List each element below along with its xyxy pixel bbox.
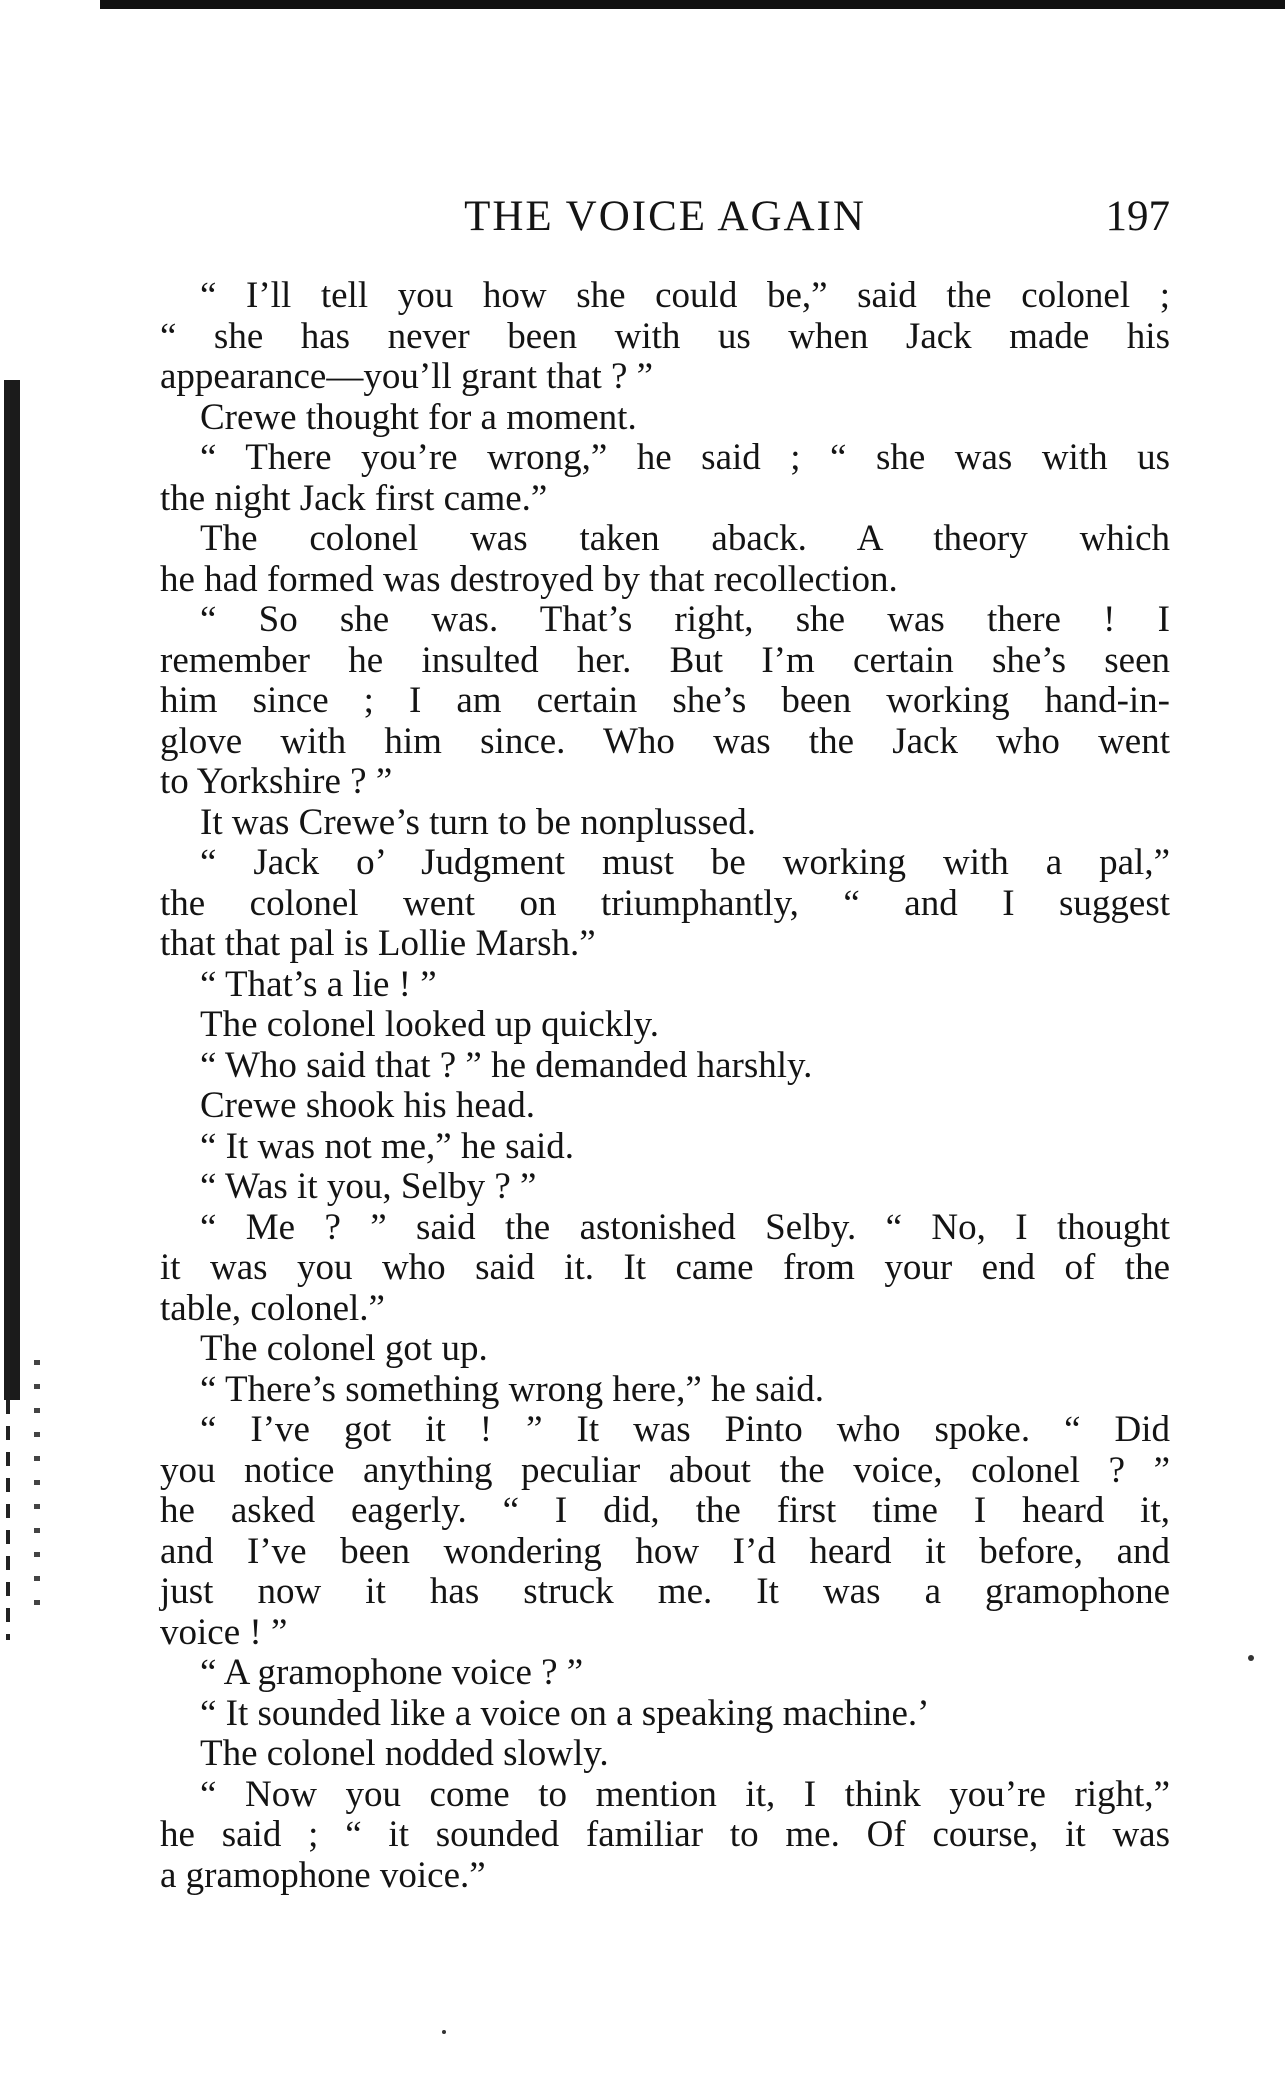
text-line: The colonel looked up quickly. [200, 1004, 659, 1045]
text-line: “ Me ? ” said the astonished Selby. “ No, I thought [200, 1206, 1170, 1248]
binding-shadow-bar [4, 380, 20, 1400]
text-line: “ There you’re wrong,” he said ; “ she was with us [200, 437, 1170, 478]
text-line: It was Crewe’s turn to be nonplussed. [200, 801, 756, 843]
text-line: “ Was it you, Selby ? ” [200, 1166, 537, 1207]
running-head [160, 192, 1170, 248]
text-line: “ Now you come to mention it, I think you’re right,” [200, 1773, 1170, 1815]
text-line: The colonel nodded slowly. [200, 1733, 609, 1774]
text-line: “ Who said that ? ” he demanded harshly. [200, 1044, 813, 1086]
text-line: remember he insulted her. But I’m certain she’s seen [160, 639, 1170, 681]
running-title: THE VOICE AGAIN [464, 193, 866, 240]
text-line: the night Jack first came.” [160, 477, 548, 519]
top-rule [100, 0, 1285, 9]
text-line: he asked eagerly. “ I did, the first time I heard it, [160, 1490, 1170, 1531]
text-line: “ I’ve got it ! ” It was Pinto who spoke. “ Did [200, 1409, 1170, 1450]
text-line: Crewe shook his head. [200, 1085, 535, 1126]
binding-shadow-dots [34, 1360, 40, 1610]
ink-speck [1248, 1655, 1254, 1661]
text-line: a gramophone voice.” [160, 1854, 486, 1896]
text-line: Crewe thought for a moment. [200, 396, 637, 438]
text-line: the colonel went on triumphantly, “ and I suggest [160, 882, 1170, 924]
text-line: just now it has struck me. It was a gramophone [160, 1571, 1170, 1612]
text-line: “ It was not me,” he said. [200, 1125, 574, 1167]
text-line: “ It sounded like a voice on a speaking machine.’ [200, 1692, 930, 1734]
text-line: and I’ve been wondering how I’d heard it before, and [160, 1530, 1170, 1572]
text-line: “ That’s a lie ! ” [200, 963, 437, 1005]
ink-speck [442, 2030, 446, 2034]
text-line: him since ; I am certain she’s been working hand-in- [160, 680, 1170, 721]
binding-shadow [4, 380, 26, 1660]
text-line: glove with him since. Who was the Jack who went [160, 720, 1170, 762]
text-line: The colonel was taken aback. A theory which [200, 518, 1170, 559]
text-line: you notice anything peculiar about the voice, colonel ? ” [160, 1449, 1170, 1491]
text-line: “ There’s something wrong here,” he said. [200, 1368, 825, 1410]
binding-shadow-marks [6, 1400, 10, 1640]
text-line: that that pal is Lollie Marsh.” [160, 923, 596, 964]
text-line: he had formed was destroyed by that recollection. [160, 558, 898, 600]
text-line: he said ; “ it sounded familiar to me. Of course, it was [160, 1814, 1170, 1855]
text-line: “ A gramophone voice ? ” [200, 1652, 584, 1693]
page-body [160, 276, 1170, 1896]
text-line: appearance—you’ll grant that ? ” [160, 356, 654, 397]
text-line: “ she has never been with us when Jack made his [160, 315, 1170, 357]
text-line: it was you who said it. It came from your end of the [160, 1247, 1170, 1288]
text-line: table, colonel.” [160, 1287, 385, 1329]
text-line: “ I’ll tell you how she could be,” said the colonel ; [200, 275, 1170, 316]
text-line: voice ! ” [160, 1611, 288, 1653]
text-line: “ So she was. That’s right, she was there ! I [200, 599, 1170, 640]
page-number: 197 [1105, 193, 1170, 240]
text-line: to Yorkshire ? ” [160, 761, 393, 802]
text-line: The colonel got up. [200, 1328, 488, 1369]
text-line: “ Jack o’ Judgment must be working with a pal,” [200, 842, 1170, 883]
